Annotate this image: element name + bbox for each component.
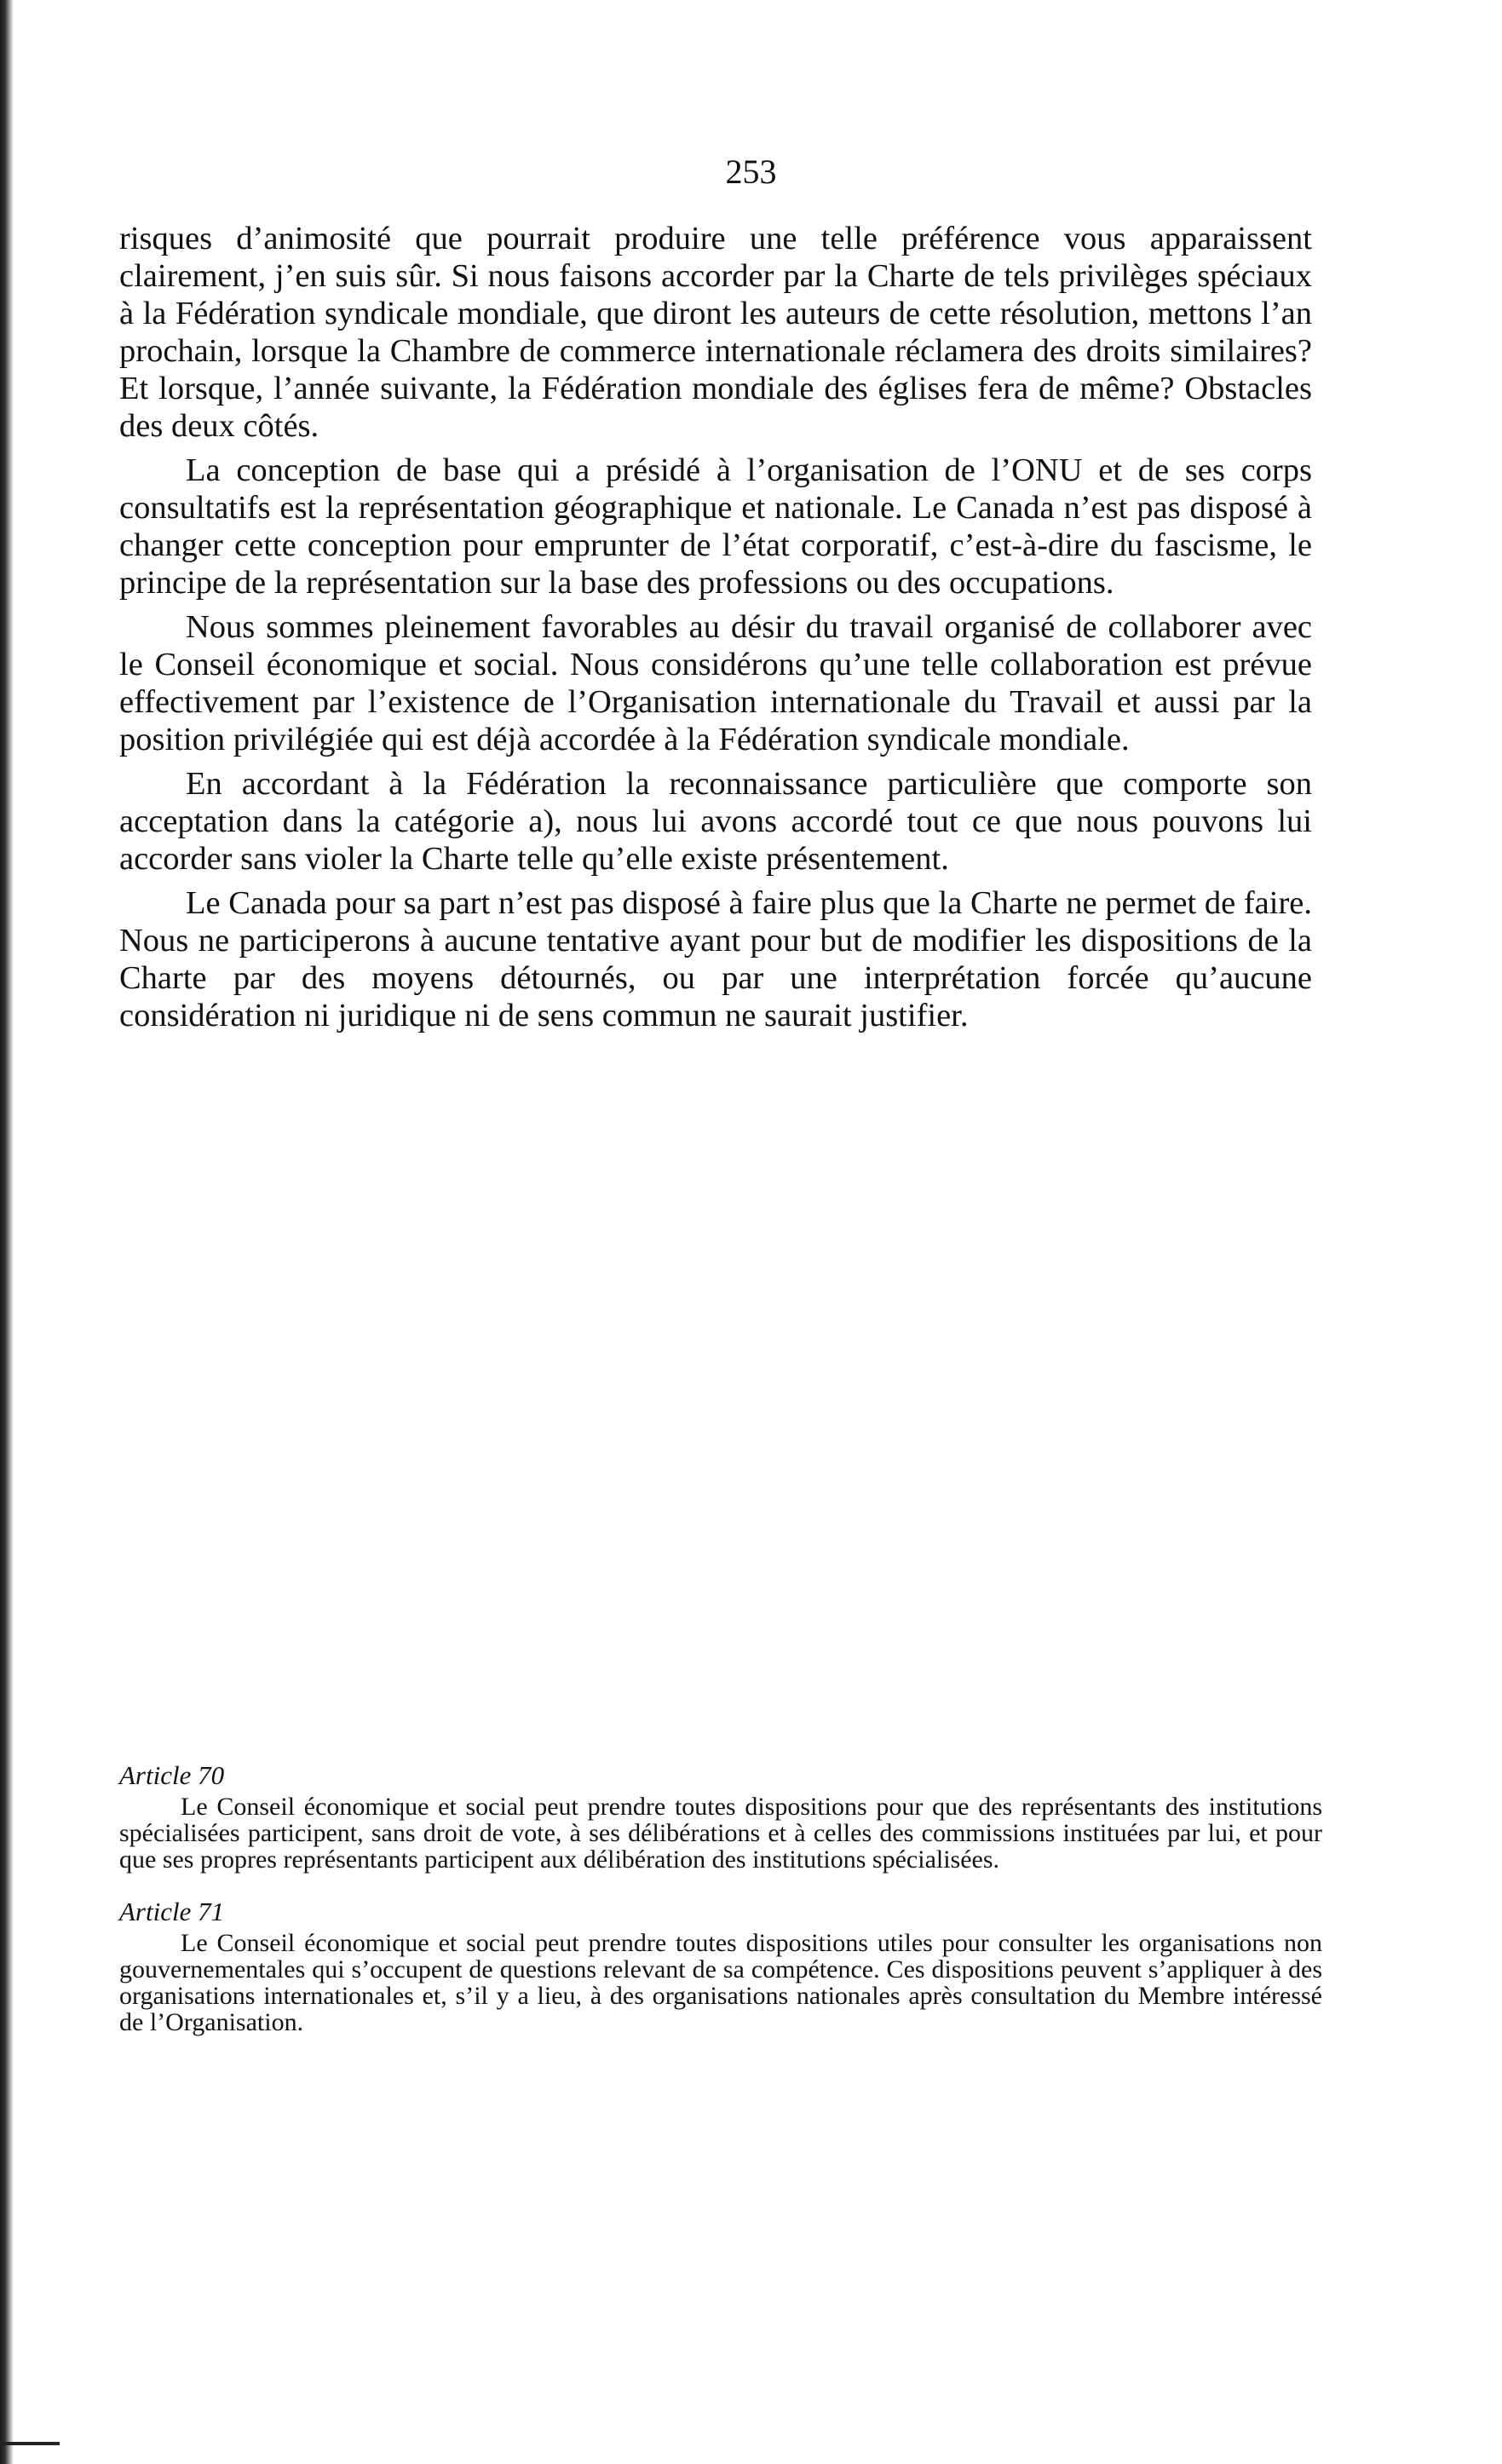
main-text	[119, 220, 1312, 1041]
scan-binding-edge	[0, 0, 14, 2464]
paragraph-4: En accordant à la Fédération la reconnaissance particulière que comporte son acceptation dans la catégorie a), nous lui avons accordé tout ce que nous pouvons lui accorder sans violer la Charte telle qu’elle existe présentement.	[119, 766, 1312, 877]
paragraph-5: Le Canada pour sa part n’est pas disposé à faire plus que la Charte ne permet de faire. Nous ne participerons à aucune tentative ayant pour but de modifier les dispositions de la Charte par des moyens détournés, ou par une interprétation forcée qu’aucune considération ni juridique ni de sens commun ne saurait justifier.	[119, 885, 1312, 1033]
page-number: 253	[725, 153, 777, 191]
article-71-heading: Article 71	[119, 1897, 225, 1926]
article-70-body: Le Conseil économique et social peut prendre toutes dispositions pour que des représentants des institutions spécialisées participent, sans droit de vote, à ses délibérations et à celles des commissions instituées par lui, et pour que ses propres représentants participent aux délibération des institutions spécialisées.	[119, 1793, 1322, 1874]
article-70-heading: Article 70	[119, 1760, 225, 1790]
scan-bottom-mark	[0, 2442, 60, 2445]
articles-section	[119, 1762, 1322, 2061]
article-71-body: Le Conseil économique et social peut prendre toutes dispositions utiles pour consulter les organisations non gouvernementales qui s’occupent de questions relevant de sa compétence. Ces dispositions peuvent s’appliquer à des organisations internationales et, s’il y a lieu, à des organisations nationales après consultation du Membre intéressé de l’Organisation.	[119, 1929, 1322, 2036]
paragraph-3: Nous sommes pleinement favorables au désir du travail organisé de collaborer avec le Conseil économique et social. Nous considérons qu’une telle collaboration est prévue effectivement par l’existence de l’Organisation internationale du Travail et aussi par la position privilégiée qui est déjà accordée à la Fédération syndicale mondiale.	[119, 609, 1312, 757]
paragraph-2: La conception de base qui a présidé à l’organisation de l’ONU et de ses corps consultatifs est la représentation géographique et nationale. Le Canada n’est pas disposé à changer cette conception pour emprunter de l’état corporatif, c’est-à-dire du fascisme, le principe de la représentation sur la base des professions ou des occupations.	[119, 452, 1312, 601]
paragraph-1: risques d’animosité que pourrait produire une telle préférence vous apparaissent clairement, j’en suis sûr. Si nous faisons accorder par la Charte de tels privilèges spéciaux à la Fédération syndicale mondiale, que diront les auteurs de cette résolution, mettons l’an prochain, lorsque la Chambre de commerce internationale réclamera des droits similaires? Et lorsque, l’année suivante, la Fédération mondiale des églises fera de même? Obstacles des deux côtés.	[119, 221, 1312, 444]
